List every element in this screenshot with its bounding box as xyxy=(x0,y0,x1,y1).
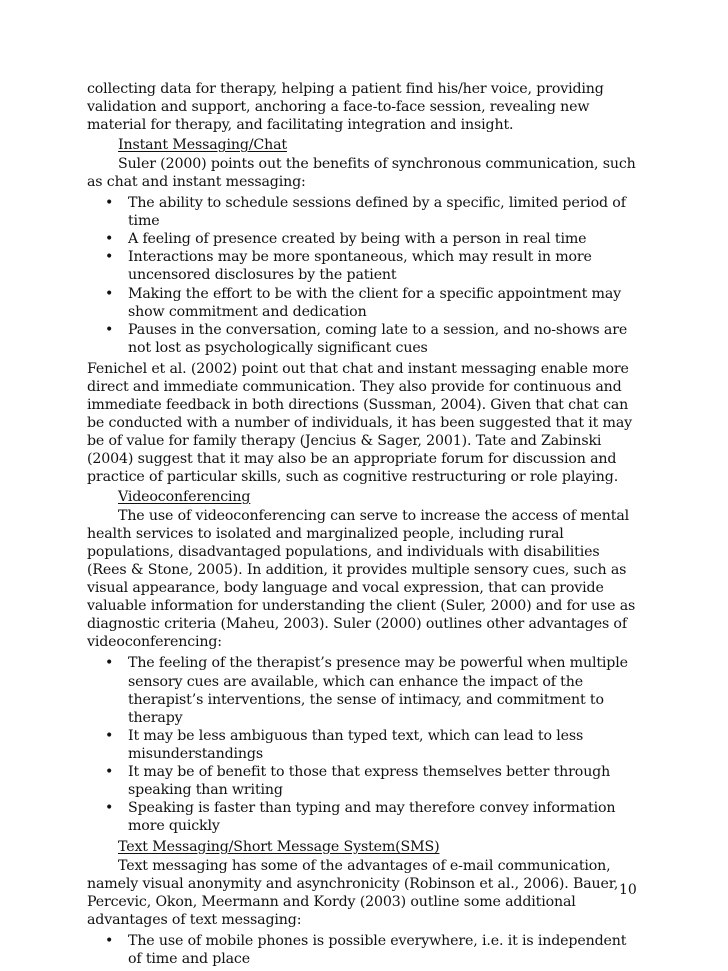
bullet-icon: • xyxy=(105,321,114,338)
list-item xyxy=(87,285,643,321)
bullet-icon: • xyxy=(105,655,114,672)
heading-text: Videoconferencing xyxy=(118,489,251,506)
list-item-text: The use of mobile phones is possible everywhere, i.e. it is independent of time and place xyxy=(128,933,627,968)
list-item xyxy=(87,763,643,799)
bullet-list-sms-advantages xyxy=(87,932,643,968)
bullet-icon: • xyxy=(105,249,114,266)
paragraph-videoconferencing: The use of videoconferencing can serve to increase the access of mental health services to isolated and marginalized people, including rural populations, disadvantaged populations, and individuals with disabilities (Rees & Stone, 2005). In addition, it provides multiple sensory cues, such as visual appearance, body language and vocal expression, that can provide valuable information for understanding the client (Suler, 2000) and for use as diagnostic criteria (Maheu, 2003). Suler (2000) outlines other advantages of videoconferencing: xyxy=(87,508,636,651)
paragraph-fenichel: Fenichel et al. (2002) point out that chat and instant messaging enable more direct and immediate communication. They also provide for continuous and immediate feedback in both directions (Sussman, 2004). Given that chat can be conducted with a number of individuals, it has been suggested that it may be of value for family therapy (Jencius & Sager, 2001). Tate and Zabinski (2004) suggest that it may also be an appropriate forum for discussion and practice of particular skills, such as cognitive restructuring or role playing. xyxy=(87,360,633,485)
bullet-icon: • xyxy=(105,285,114,302)
list-item xyxy=(87,932,643,968)
bullet-icon: • xyxy=(105,763,114,780)
paragraph-intro-continuation: collecting data for therapy, helping a patient find his/her voice, providing validation and support, anchoring a face-to-face session, revealing new material for therapy, and facilitating integration and insight. xyxy=(87,81,604,134)
list-item-text: A feeling of presence created by being with a person in real time xyxy=(128,231,587,248)
bullet-list-chat-benefits xyxy=(87,194,643,356)
bullet-icon: • xyxy=(105,231,114,248)
heading-text: Text Messaging/Short Message System(SMS) xyxy=(118,838,440,855)
list-item-text: It may be less ambiguous than typed text, which can lead to less misunderstandings xyxy=(128,727,584,762)
list-item xyxy=(87,248,643,284)
list-item xyxy=(87,230,643,248)
paragraph-suler-synchronous: Suler (2000) points out the benefits of synchronous communication, such as chat and instant messaging: xyxy=(87,156,636,191)
list-item-text: Making the effort to be with the client for a specific appointment may show commitment and dedication xyxy=(128,285,622,320)
bullet-list-video-advantages xyxy=(87,654,643,834)
bullet-icon: • xyxy=(105,727,114,744)
list-item xyxy=(87,194,643,230)
list-item-text: The ability to schedule sessions defined by a specific, limited period of time xyxy=(128,195,626,230)
list-item xyxy=(87,727,643,763)
bullet-icon: • xyxy=(105,933,114,950)
section-heading-videoconferencing xyxy=(87,488,643,506)
bullet-icon: • xyxy=(105,195,114,212)
page-number: 10 xyxy=(619,882,637,898)
section-heading-text-messaging xyxy=(87,838,643,856)
document-page xyxy=(87,80,643,971)
list-item-text: The feeling of the therapist’s presence may be powerful when multiple sensory cues are available, which can enhance the impact of the therapist’s interventions, the sense of intimacy, and commitment to therapy xyxy=(128,655,628,726)
list-item-text: It may be of benefit to those that express themselves better through speaking than writing xyxy=(128,763,611,798)
list-item xyxy=(87,799,643,835)
list-item-text: Interactions may be more spontaneous, which may result in more uncensored disclosures by the patient xyxy=(128,249,592,284)
list-item-text: Pauses in the conversation, coming late to a session, and no-shows are not lost as psychologically significant cues xyxy=(128,321,628,356)
list-item-text: Speaking is faster than typing and may therefore convey information more quickly xyxy=(128,799,616,834)
section-heading-instant-messaging xyxy=(87,136,643,154)
list-item xyxy=(87,321,643,357)
list-item xyxy=(87,654,643,726)
bullet-icon: • xyxy=(105,799,114,816)
paragraph-text-messaging: Text messaging has some of the advantages of e-mail communication, namely visual anonymity and asynchronicity (Robinson et al., 2006). Bauer, Percevic, Okon, Meermann and Kordy (2003) outline some additional advantages of text messaging: xyxy=(87,857,619,929)
heading-text: Instant Messaging/Chat xyxy=(118,137,287,154)
